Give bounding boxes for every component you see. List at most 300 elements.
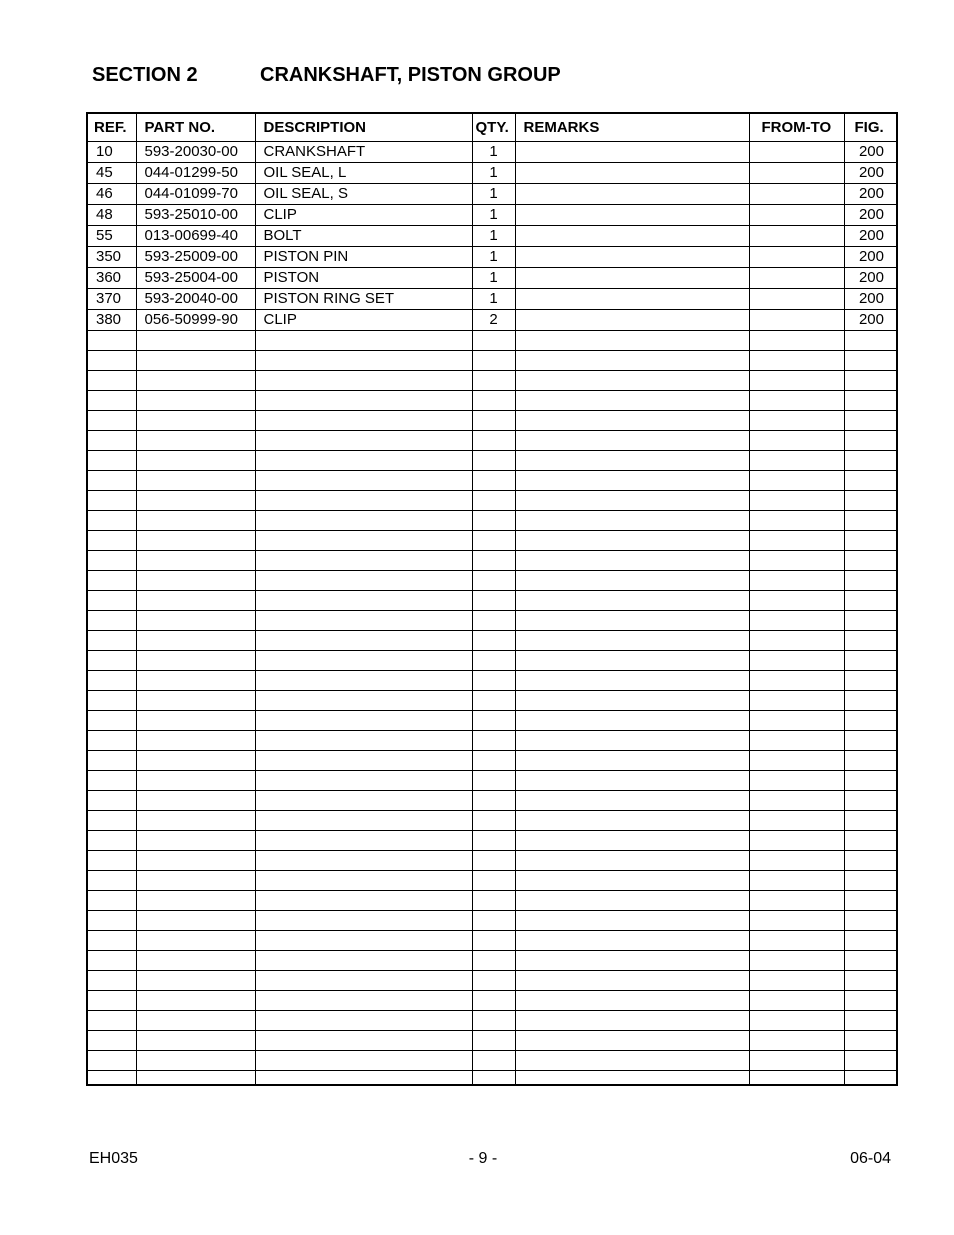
empty-cell [472,771,515,791]
header-from-to: FROM-TO [749,113,844,142]
empty-cell [515,671,749,691]
empty-cell [87,991,136,1011]
empty-cell [749,771,844,791]
empty-cell [472,751,515,771]
empty-cell [87,1071,136,1085]
cell-fig: 200 [844,289,897,310]
empty-cell [749,991,844,1011]
cell-fig: 200 [844,205,897,226]
empty-cell [136,591,255,611]
header-part-no: PART NO. [136,113,255,142]
empty-cell [255,771,472,791]
empty-cell [255,851,472,871]
empty-cell [87,931,136,951]
empty-cell [87,871,136,891]
empty-cell [136,991,255,1011]
empty-cell [136,691,255,711]
cell-remarks [515,163,749,184]
empty-cell [844,431,897,451]
empty-cell [472,911,515,931]
empty-cell [136,871,255,891]
empty-cell [136,411,255,431]
empty-cell [749,731,844,751]
empty-table-row [87,531,897,551]
empty-cell [472,451,515,471]
empty-cell [749,591,844,611]
empty-cell [87,411,136,431]
empty-cell [844,611,897,631]
cell-description: CLIP [255,310,472,331]
cell-ref: 10 [87,142,136,163]
cell-part-no: 056-50999-90 [136,310,255,331]
cell-from-to [749,289,844,310]
empty-cell [749,1051,844,1071]
cell-qty: 1 [472,184,515,205]
empty-cell [515,771,749,791]
cell-from-to [749,268,844,289]
empty-cell [136,471,255,491]
empty-cell [749,711,844,731]
empty-cell [515,851,749,871]
empty-cell [515,551,749,571]
empty-cell [844,471,897,491]
empty-cell [844,531,897,551]
empty-cell [749,331,844,351]
cell-qty: 1 [472,142,515,163]
empty-cell [136,771,255,791]
empty-cell [255,1071,472,1085]
empty-cell [515,591,749,611]
empty-cell [255,611,472,631]
cell-part-no: 044-01099-70 [136,184,255,205]
cell-qty: 1 [472,226,515,247]
empty-cell [515,751,749,771]
empty-cell [87,731,136,751]
empty-cell [87,611,136,631]
empty-cell [515,351,749,371]
empty-table-row [87,1011,897,1031]
empty-cell [472,511,515,531]
cell-description: PISTON [255,268,472,289]
empty-cell [136,791,255,811]
cell-description: CLIP [255,205,472,226]
empty-cell [87,651,136,671]
cell-fig: 200 [844,268,897,289]
empty-cell [87,711,136,731]
empty-cell [136,1031,255,1051]
empty-table-row [87,991,897,1011]
empty-cell [136,911,255,931]
cell-from-to [749,205,844,226]
empty-cell [844,931,897,951]
empty-cell [515,1051,749,1071]
header-fig: FIG. [844,113,897,142]
empty-cell [515,651,749,671]
empty-cell [749,571,844,591]
cell-ref: 380 [87,310,136,331]
empty-table-row [87,851,897,871]
cell-remarks [515,142,749,163]
empty-cell [515,571,749,591]
cell-description: OIL SEAL, S [255,184,472,205]
empty-table-row [87,911,897,931]
empty-cell [472,671,515,691]
cell-ref: 48 [87,205,136,226]
empty-cell [136,511,255,531]
empty-cell [472,931,515,951]
empty-cell [255,711,472,731]
empty-cell [472,351,515,371]
empty-cell [844,711,897,731]
empty-cell [844,371,897,391]
empty-cell [87,431,136,451]
empty-cell [749,751,844,771]
cell-part-no: 593-25009-00 [136,247,255,268]
empty-cell [472,1031,515,1051]
empty-cell [844,591,897,611]
empty-cell [136,851,255,871]
empty-cell [136,751,255,771]
empty-cell [255,651,472,671]
empty-cell [749,551,844,571]
parts-table-body [87,142,897,1085]
empty-table-row [87,831,897,851]
empty-cell [255,791,472,811]
empty-cell [515,451,749,471]
empty-cell [255,811,472,831]
empty-cell [255,831,472,851]
empty-cell [255,471,472,491]
empty-table-row [87,511,897,531]
empty-cell [87,471,136,491]
empty-cell [515,891,749,911]
table-row [87,226,897,247]
cell-part-no: 593-20040-00 [136,289,255,310]
empty-table-row [87,691,897,711]
cell-remarks [515,310,749,331]
empty-cell [515,791,749,811]
cell-description: OIL SEAL, L [255,163,472,184]
empty-table-row [87,571,897,591]
cell-ref: 46 [87,184,136,205]
cell-remarks [515,247,749,268]
empty-table-row [87,1031,897,1051]
cell-description: PISTON PIN [255,247,472,268]
empty-cell [472,531,515,551]
cell-part-no: 013-00699-40 [136,226,255,247]
empty-table-row [87,811,897,831]
cell-description: PISTON RING SET [255,289,472,310]
cell-part-no: 593-25004-00 [136,268,255,289]
empty-cell [844,991,897,1011]
section-title: CRANKSHAFT, PISTON GROUP [260,64,561,86]
cell-fig: 200 [844,226,897,247]
cell-fig: 200 [844,247,897,268]
empty-cell [87,371,136,391]
empty-cell [749,851,844,871]
empty-cell [515,411,749,431]
empty-cell [749,511,844,531]
empty-cell [749,931,844,951]
empty-cell [87,1011,136,1031]
empty-cell [844,571,897,591]
empty-cell [749,651,844,671]
empty-cell [472,731,515,751]
empty-cell [749,351,844,371]
empty-cell [472,631,515,651]
empty-cell [87,951,136,971]
empty-cell [87,451,136,471]
empty-cell [472,971,515,991]
empty-cell [255,531,472,551]
table-row [87,205,897,226]
empty-cell [749,491,844,511]
empty-cell [87,811,136,831]
empty-cell [749,871,844,891]
cell-from-to [749,142,844,163]
empty-cell [749,611,844,631]
empty-cell [255,371,472,391]
empty-cell [749,791,844,811]
empty-cell [136,671,255,691]
empty-cell [136,611,255,631]
empty-cell [844,551,897,571]
empty-cell [515,511,749,531]
empty-cell [87,511,136,531]
empty-cell [844,671,897,691]
cell-remarks [515,205,749,226]
empty-table-row [87,411,897,431]
empty-cell [844,891,897,911]
empty-table-row [87,871,897,891]
header-description: DESCRIPTION [255,113,472,142]
empty-cell [515,531,749,551]
empty-cell [87,771,136,791]
empty-table-row [87,971,897,991]
cell-ref: 360 [87,268,136,289]
empty-cell [136,1051,255,1071]
parts-table [86,112,898,1086]
empty-cell [136,571,255,591]
empty-cell [87,571,136,591]
empty-cell [472,1051,515,1071]
empty-cell [87,751,136,771]
empty-cell [255,491,472,511]
empty-cell [136,371,255,391]
empty-cell [472,711,515,731]
empty-cell [515,831,749,851]
empty-cell [472,371,515,391]
empty-cell [87,1031,136,1051]
empty-cell [844,331,897,351]
empty-cell [136,651,255,671]
empty-cell [515,971,749,991]
empty-cell [136,711,255,731]
empty-cell [472,891,515,911]
empty-cell [749,1031,844,1051]
empty-cell [255,1051,472,1071]
empty-cell [749,1011,844,1031]
empty-cell [749,1071,844,1085]
empty-cell [472,411,515,431]
empty-cell [255,751,472,771]
empty-cell [87,1051,136,1071]
empty-cell [87,971,136,991]
empty-cell [844,411,897,431]
empty-cell [472,431,515,451]
empty-cell [844,511,897,531]
empty-cell [255,1031,472,1051]
empty-cell [844,491,897,511]
empty-cell [515,331,749,351]
empty-cell [136,811,255,831]
empty-table-row [87,1071,897,1085]
footer-model: EH035 [89,1150,138,1167]
empty-cell [749,831,844,851]
cell-ref: 55 [87,226,136,247]
empty-table-row [87,491,897,511]
empty-cell [844,1071,897,1085]
empty-cell [844,1051,897,1071]
empty-cell [472,331,515,351]
empty-cell [515,631,749,651]
empty-cell [844,391,897,411]
cell-fig: 200 [844,142,897,163]
empty-cell [136,891,255,911]
empty-cell [749,911,844,931]
empty-cell [472,471,515,491]
empty-table-row [87,471,897,491]
header-remarks: REMARKS [515,113,749,142]
empty-cell [472,811,515,831]
empty-cell [87,891,136,911]
empty-cell [515,491,749,511]
empty-cell [844,811,897,831]
cell-from-to [749,310,844,331]
empty-cell [515,931,749,951]
section-number: SECTION 2 [92,64,198,86]
empty-cell [87,331,136,351]
empty-cell [844,351,897,371]
cell-qty: 1 [472,163,515,184]
empty-cell [87,831,136,851]
cell-part-no: 044-01299-50 [136,163,255,184]
empty-cell [87,631,136,651]
cell-part-no: 593-20030-00 [136,142,255,163]
empty-cell [844,911,897,931]
table-row [87,247,897,268]
empty-table-row [87,591,897,611]
empty-cell [749,451,844,471]
empty-cell [255,451,472,471]
cell-remarks [515,268,749,289]
empty-cell [844,631,897,651]
empty-table-row [87,371,897,391]
empty-cell [515,471,749,491]
table-row [87,163,897,184]
cell-fig: 200 [844,163,897,184]
empty-cell [515,431,749,451]
footer-date: 06-04 [850,1150,891,1167]
empty-cell [87,671,136,691]
empty-cell [515,711,749,731]
empty-cell [136,331,255,351]
empty-table-row [87,431,897,451]
empty-cell [472,871,515,891]
empty-cell [472,391,515,411]
empty-cell [472,611,515,631]
empty-cell [515,1011,749,1031]
cell-description: BOLT [255,226,472,247]
empty-cell [472,951,515,971]
empty-cell [844,451,897,471]
empty-cell [255,671,472,691]
empty-cell [87,691,136,711]
empty-cell [87,851,136,871]
empty-cell [844,731,897,751]
empty-cell [749,891,844,911]
header-qty: QTY. [472,113,515,142]
empty-cell [844,831,897,851]
empty-cell [255,991,472,1011]
empty-cell [87,491,136,511]
empty-cell [515,811,749,831]
empty-cell [255,551,472,571]
empty-cell [515,611,749,631]
empty-cell [844,1031,897,1051]
empty-cell [844,751,897,771]
empty-cell [749,411,844,431]
empty-cell [749,471,844,491]
empty-cell [136,551,255,571]
empty-cell [255,331,472,351]
cell-part-no: 593-25010-00 [136,205,255,226]
cell-qty: 1 [472,268,515,289]
cell-description: CRANKSHAFT [255,142,472,163]
empty-cell [87,551,136,571]
empty-cell [844,791,897,811]
empty-cell [136,451,255,471]
empty-cell [844,851,897,871]
table-row [87,310,897,331]
empty-cell [749,951,844,971]
empty-table-row [87,771,897,791]
empty-cell [136,971,255,991]
footer-page-number: - 9 - [468,1150,498,1167]
empty-cell [749,811,844,831]
cell-qty: 1 [472,247,515,268]
empty-cell [255,891,472,911]
empty-cell [136,731,255,751]
empty-cell [255,511,472,531]
cell-qty: 1 [472,205,515,226]
empty-cell [136,531,255,551]
empty-cell [255,1011,472,1031]
cell-fig: 200 [844,310,897,331]
table-row [87,289,897,310]
empty-cell [515,391,749,411]
empty-table-row [87,671,897,691]
empty-cell [87,351,136,371]
empty-table-row [87,451,897,471]
empty-cell [844,651,897,671]
empty-cell [136,351,255,371]
empty-cell [87,791,136,811]
empty-cell [844,691,897,711]
empty-cell [749,531,844,551]
empty-cell [255,631,472,651]
empty-cell [136,831,255,851]
